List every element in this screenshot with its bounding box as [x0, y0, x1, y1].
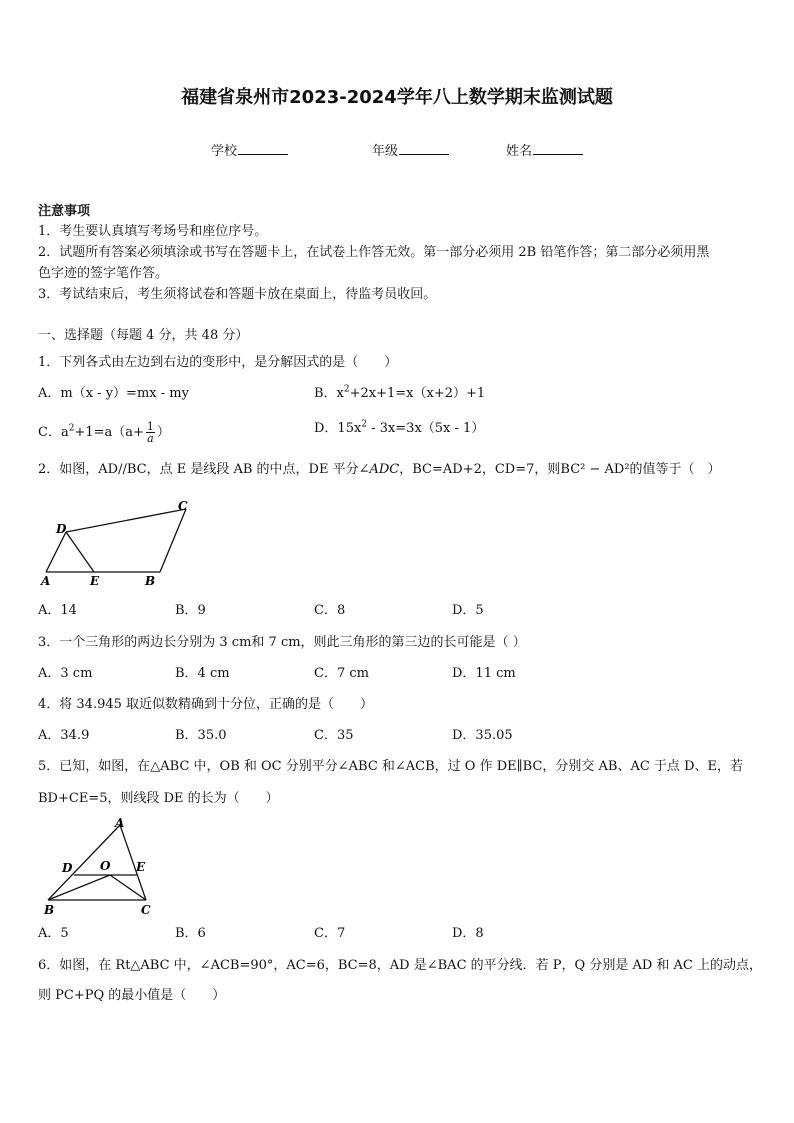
q1-stem: 1．下列各式由左边到右边的变形中，是分解因式的是（ ）: [38, 355, 398, 370]
q1-c-text: C．a: [38, 425, 69, 440]
q6-stem-line-2: 则 PC+PQ 的最小值是（ ）: [38, 988, 226, 1003]
q5-option-b[interactable]: B．6: [175, 926, 206, 941]
q2-stem-post: 的值等于（ ）: [629, 462, 721, 477]
fraction-numerator: 1: [146, 420, 154, 433]
q2-stem: [38, 462, 721, 478]
q3-option-b[interactable]: B．4 cm: [175, 666, 230, 681]
q2-option-c[interactable]: C．8: [314, 603, 346, 618]
q1-c-exp: 2: [68, 423, 75, 434]
q4-option-a[interactable]: A．34.9: [38, 728, 90, 743]
q2-stem-pre: 2．如图，AD//BC，点 E 是线段 AB 的中点，DE 平分: [38, 462, 359, 477]
q3-option-a[interactable]: A．3 cm: [38, 666, 93, 681]
q1-option-b[interactable]: [314, 386, 485, 402]
q3-stem: 3．一个三角形的两边长分别为 3 cm和 7 cm，则此三角形的第三边的长可能是（ ）: [38, 635, 526, 650]
q1-option-a[interactable]: A．m（x - y）=mx - my: [38, 386, 189, 401]
q5-stem-line-1: 5．已知，如图，在△ABC 中，OB 和 OC 分别平分∠ABC 和∠ACB，过 O 作 DE∥BC，分别交 AB、AC 于点 D、E，若: [38, 759, 743, 774]
q2-option-a[interactable]: A．14: [38, 603, 77, 618]
q5-option-c[interactable]: C．7: [314, 926, 346, 941]
note-2-line-2: 色字迹的签字笔作答。: [38, 266, 169, 281]
q1-option-c[interactable]: [38, 421, 170, 444]
q6-stem-line-1: 6．如图，在 Rt△ABC 中，∠ACB=90°，AC=6，BC=8，AD 是∠BAC 的平分线．若 P，Q 分别是 AD 和 AC 上的动点，: [38, 958, 762, 973]
point-label-c: C: [178, 499, 188, 513]
q5-option-a[interactable]: A．5: [38, 926, 69, 941]
q3-option-c[interactable]: C．7 cm: [314, 666, 369, 681]
q1-b-text-rest: +2x+1=x（x+2）+1: [349, 386, 486, 401]
school-blank[interactable]: [238, 142, 288, 155]
q1-b-text: B．x: [314, 386, 344, 401]
q1-b-exp: 2: [343, 384, 350, 395]
point-label-o: O: [100, 859, 111, 873]
point-label-d: D: [56, 522, 67, 536]
point-label-e: E: [90, 574, 100, 587]
grade-blank[interactable]: [399, 142, 449, 155]
point-label-b: B: [145, 574, 156, 587]
q2-figure: [38, 497, 198, 587]
point-label-c: C: [141, 903, 151, 917]
name-field: [506, 142, 583, 160]
q1-d-text: D．15x: [314, 421, 362, 436]
q4-option-c[interactable]: C．35: [314, 728, 354, 743]
name-label: 姓名: [506, 144, 533, 159]
point-label-e: E: [136, 860, 146, 874]
school-field: [211, 142, 288, 160]
q5-stem-line-2: BD+CE=5，则线段 DE 的长为（ ）: [38, 791, 279, 806]
fraction-denominator: a: [147, 432, 154, 445]
q4-option-b[interactable]: B．35.0: [175, 728, 227, 743]
note-2-line-1: 2．试题所有答案必须填涂或书写在答题卡上，在试卷上作答无效。第一部分必须用 2B 铅笔作答；第二部分必须用黑: [38, 245, 710, 260]
note-3: 3．考试结束后，考生须将试卷和答题卡放在桌面上，待监考员收回。: [38, 287, 437, 302]
q1-d-text-rest: - 3x=3x（5x - 1）: [367, 421, 485, 436]
q4-stem: 4．将 34.945 取近似数精确到十分位，正确的是（ ）: [38, 697, 374, 712]
q1-c-text-mid: +1=a（a+: [74, 425, 144, 440]
notes-heading: 注意事项: [38, 204, 91, 219]
q5-option-d[interactable]: D．8: [452, 926, 484, 941]
q3-option-d[interactable]: D．11 cm: [452, 666, 516, 681]
name-blank[interactable]: [533, 142, 583, 155]
section-1-heading: 一、选择题（每题 4 分，共 48 分）: [38, 328, 249, 343]
page-title: 福建省泉州市2023-2024学年八上数学期末监测试题: [181, 87, 613, 108]
point-label-a: A: [41, 574, 51, 587]
q2-option-b[interactable]: B．9: [175, 603, 206, 618]
q2-angle: ∠ADC: [358, 462, 400, 477]
q4-option-d[interactable]: D．35.05: [452, 728, 513, 743]
q2-option-d[interactable]: D．5: [452, 603, 484, 618]
point-label-b: B: [44, 903, 55, 917]
grade-label: 年级: [372, 144, 399, 159]
point-label-d: D: [62, 861, 73, 875]
point-label-a: A: [115, 816, 125, 830]
q1-d-exp: 2: [361, 419, 368, 430]
q5-figure: [38, 815, 163, 917]
note-1: 1．考生要认真填写考场号和座位序号。: [38, 224, 268, 239]
q1-c-fraction: [146, 421, 155, 444]
q2-stem-mid: ，BC=AD+2，CD=7，则: [399, 462, 561, 477]
grade-field: [372, 142, 449, 160]
q1-option-d[interactable]: [314, 421, 484, 437]
q2-expression: BC² − AD²: [560, 462, 630, 477]
school-label: 学校: [211, 144, 238, 159]
q1-c-text-end: ）: [156, 425, 170, 440]
